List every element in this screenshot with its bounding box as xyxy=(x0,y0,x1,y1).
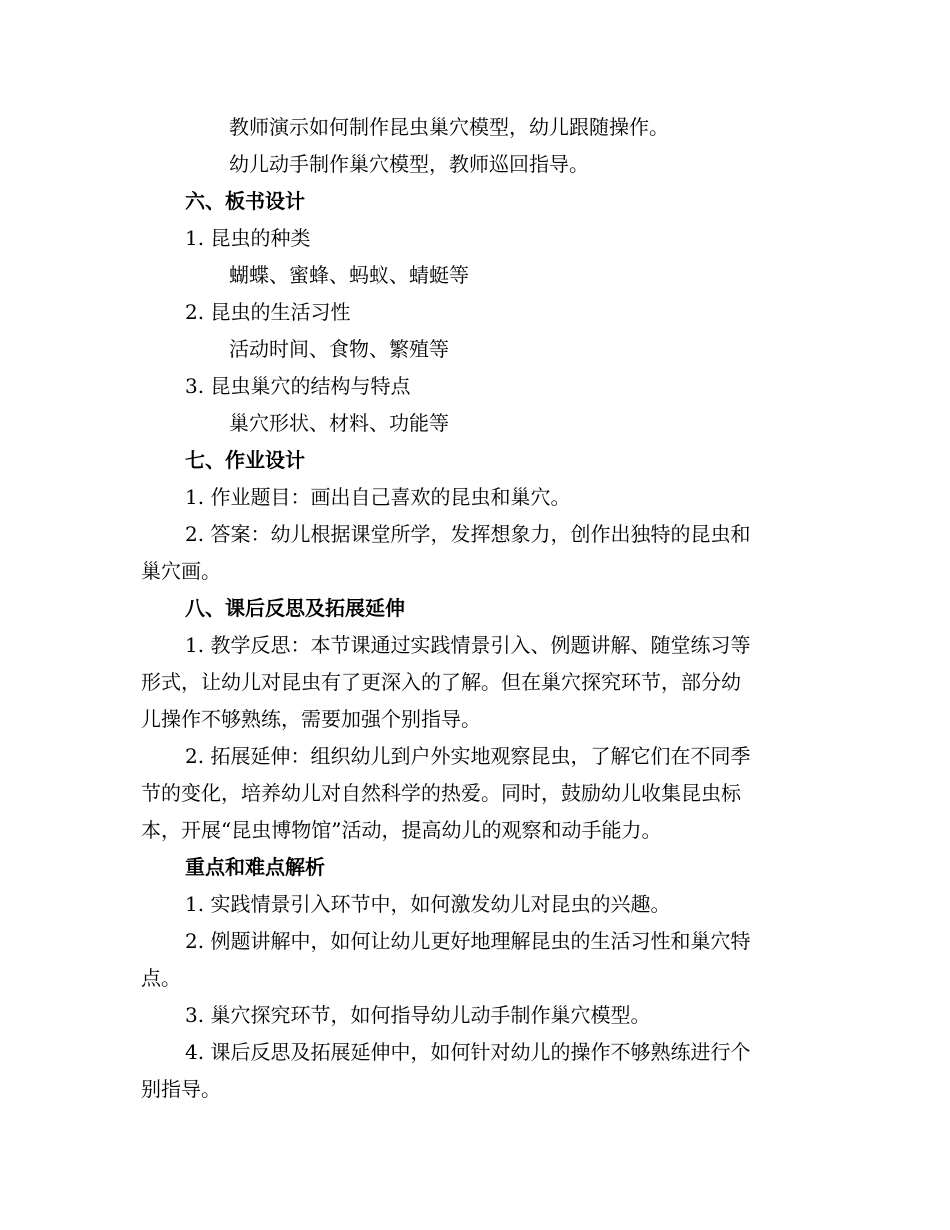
list-item: 2. 拓展延伸：组织幼儿到户外实地观察昆虫，了解它们在不同季 xyxy=(185,744,751,768)
list-item: 1. 实践情景引入环节中，如何激发幼儿对昆虫的兴趣。 xyxy=(185,892,671,916)
list-item: 2. 昆虫的生活习性 xyxy=(185,300,351,324)
section-heading-board-design: 六、板书设计 xyxy=(185,189,305,213)
list-item-detail: 巢穴形状、材料、功能等 xyxy=(229,411,449,435)
list-item: 1. 教学反思：本节课通过实践情景引入、例题讲解、随堂练习等 xyxy=(185,633,751,657)
list-item: 4. 课后反思及拓展延伸中，如何针对幼儿的操作不够熟练进行个 xyxy=(185,1040,751,1064)
list-item: 3. 昆虫巢穴的结构与特点 xyxy=(185,374,411,398)
section-heading-homework: 七、作业设计 xyxy=(185,448,305,472)
list-item: 1. 作业题目：画出自己喜欢的昆虫和巢穴。 xyxy=(185,485,571,509)
paragraph-continuation: 形式，让幼儿对昆虫有了更深入的了解。但在巢穴探究环节，部分幼 xyxy=(141,670,741,694)
paragraph-continuation: 巢穴画。 xyxy=(141,559,221,583)
paragraph-line: 教师演示如何制作昆虫巢穴模型，幼儿跟随操作。 xyxy=(229,115,669,139)
list-item-detail: 活动时间、食物、繁殖等 xyxy=(229,337,449,361)
list-item: 3. 巢穴探究环节，如何指导幼儿动手制作巢穴模型。 xyxy=(185,1003,651,1027)
list-item: 1. 昆虫的种类 xyxy=(185,226,311,250)
paragraph-continuation: 节的变化，培养幼儿对自然科学的热爱。同时，鼓励幼儿收集昆虫标 xyxy=(141,781,741,805)
paragraph-continuation: 本，开展“昆虫博物馆”活动，提高幼儿的观察和动手能力。 xyxy=(141,818,662,842)
section-heading-key-points: 重点和难点解析 xyxy=(185,855,325,879)
paragraph-continuation: 别指导。 xyxy=(141,1077,221,1101)
list-item-detail: 蝴蝶、蜜蜂、蚂蚁、蜻蜓等 xyxy=(229,263,469,287)
list-item: 2. 例题讲解中，如何让幼儿更好地理解昆虫的生活习性和巢穴特 xyxy=(185,929,751,953)
paragraph-continuation: 点。 xyxy=(141,966,181,990)
section-heading-reflection: 八、课后反思及拓展延伸 xyxy=(185,596,405,620)
list-item: 2. 答案：幼儿根据课堂所学，发挥想象力，创作出独特的昆虫和 xyxy=(185,522,751,546)
paragraph-continuation: 儿操作不够熟练，需要加强个别指导。 xyxy=(141,707,481,731)
paragraph-line: 幼儿动手制作巢穴模型，教师巡回指导。 xyxy=(229,152,589,176)
